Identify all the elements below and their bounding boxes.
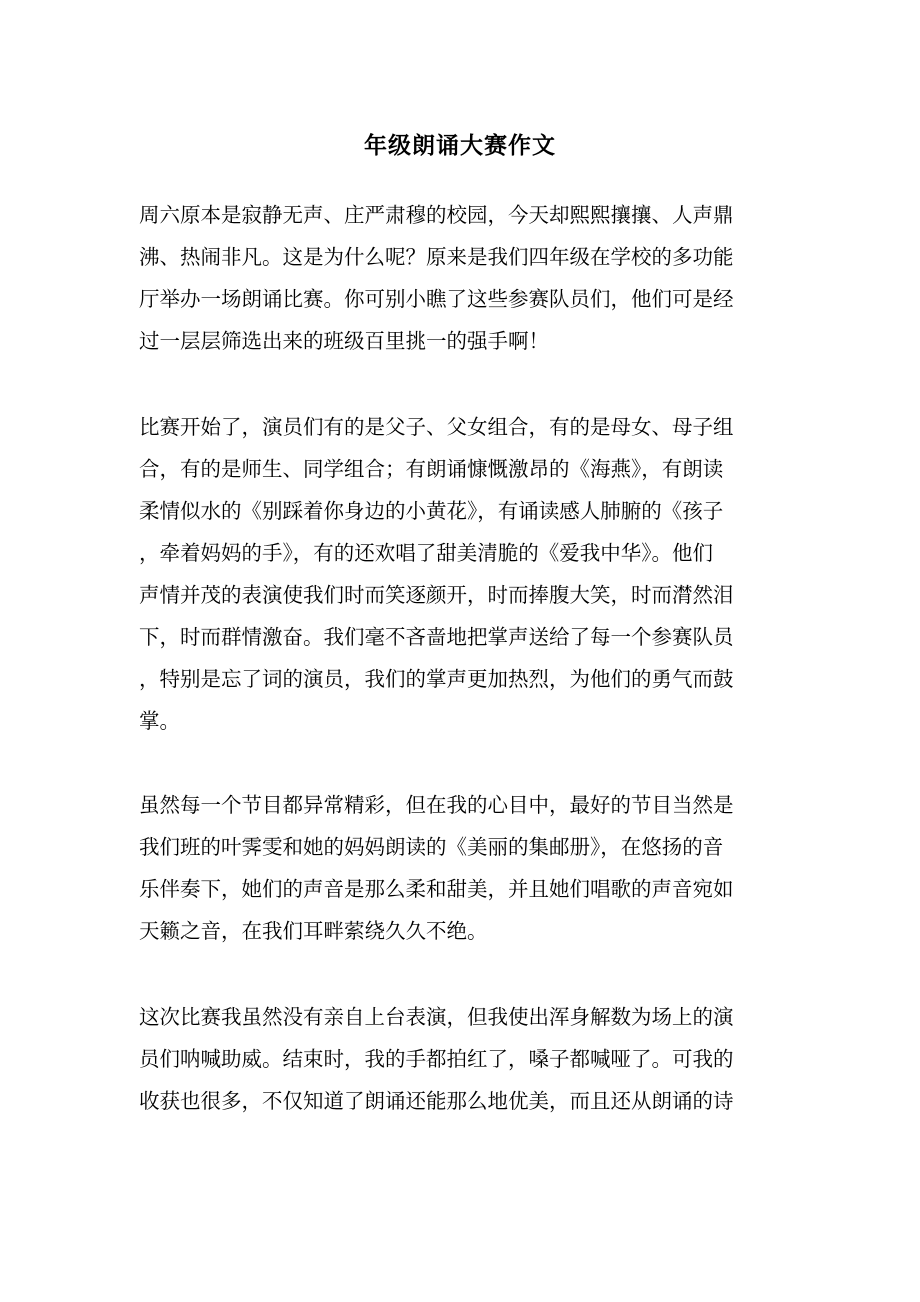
paragraph-1 — [139, 194, 779, 362]
paragraph-line: 厅举办一场朗诵比赛。你可别小瞧了这些参赛队员们，他们可是经 — [139, 287, 734, 311]
paragraph-line: 下，时而群情激奋。我们毫不吝啬地把掌声送给了每一个参赛队员 — [139, 625, 734, 649]
paragraph-line: 合，有的是师生、同学组合；有朗诵慷慨激昂的《海燕》，有朗读 — [139, 457, 724, 481]
paragraph-line: 柔情似水的《别踩着你身边的小黄花》，有诵读感人肺腑的《孩子 — [139, 499, 724, 523]
paragraph-line: 我们班的叶霁雯和她的妈妈朗读的《美丽的集邮册》，在悠扬的音 — [139, 835, 724, 859]
paragraph-line: 乐伴奏下，她们的声音是那么柔和甜美，并且她们唱歌的声音宛如 — [139, 877, 734, 901]
paragraph-line: 虽然每一个节目都异常精彩，但在我的心目中，最好的节目当然是 — [139, 793, 734, 817]
paragraph-line: 过一层层筛选出来的班级百里挑一的强手啊！ — [139, 329, 549, 353]
document-title: 年级朗诵大赛作文 — [364, 132, 556, 160]
paragraph-line: 沸、热闹非凡。这是为什么呢？原来是我们四年级在学校的多功能 — [139, 245, 734, 269]
paragraph-line: 天籁之音，在我们耳畔萦绕久久不绝。 — [139, 919, 488, 943]
paragraph-2 — [139, 406, 779, 742]
paragraph-line: 收获也很多，不仅知道了朗诵还能那么地优美，而且还从朗诵的诗 — [139, 1089, 734, 1113]
paragraph-line: 这次比赛我虽然没有亲自上台表演，但我使出浑身解数为场上的演 — [139, 1005, 734, 1029]
paragraph-line: 掌。 — [139, 709, 180, 733]
paragraph-line: 周六原本是寂静无声、庄严肃穆的校园，今天却熙熙攘攘、人声鼎 — [139, 203, 734, 227]
paragraph-4 — [139, 996, 779, 1122]
paragraph-line: 员们呐喊助威。结束时，我的手都拍红了，嗓子都喊哑了。可我的 — [139, 1047, 734, 1071]
paragraph-3 — [139, 784, 779, 952]
paragraph-line: ，牵着妈妈的手》，有的还欢唱了甜美清脆的《爱我中华》。他们 — [139, 541, 713, 565]
paragraph-line: ，特别是忘了词的演员，我们的掌声更加热烈，为他们的勇气而鼓 — [139, 667, 734, 691]
paragraph-line: 比赛开始了，演员们有的是父子、父女组合，有的是母女、母子组 — [139, 415, 734, 439]
paragraph-line: 声情并茂的表演使我们时而笑逐颜开，时而捧腹大笑，时而潸然泪 — [139, 583, 734, 607]
